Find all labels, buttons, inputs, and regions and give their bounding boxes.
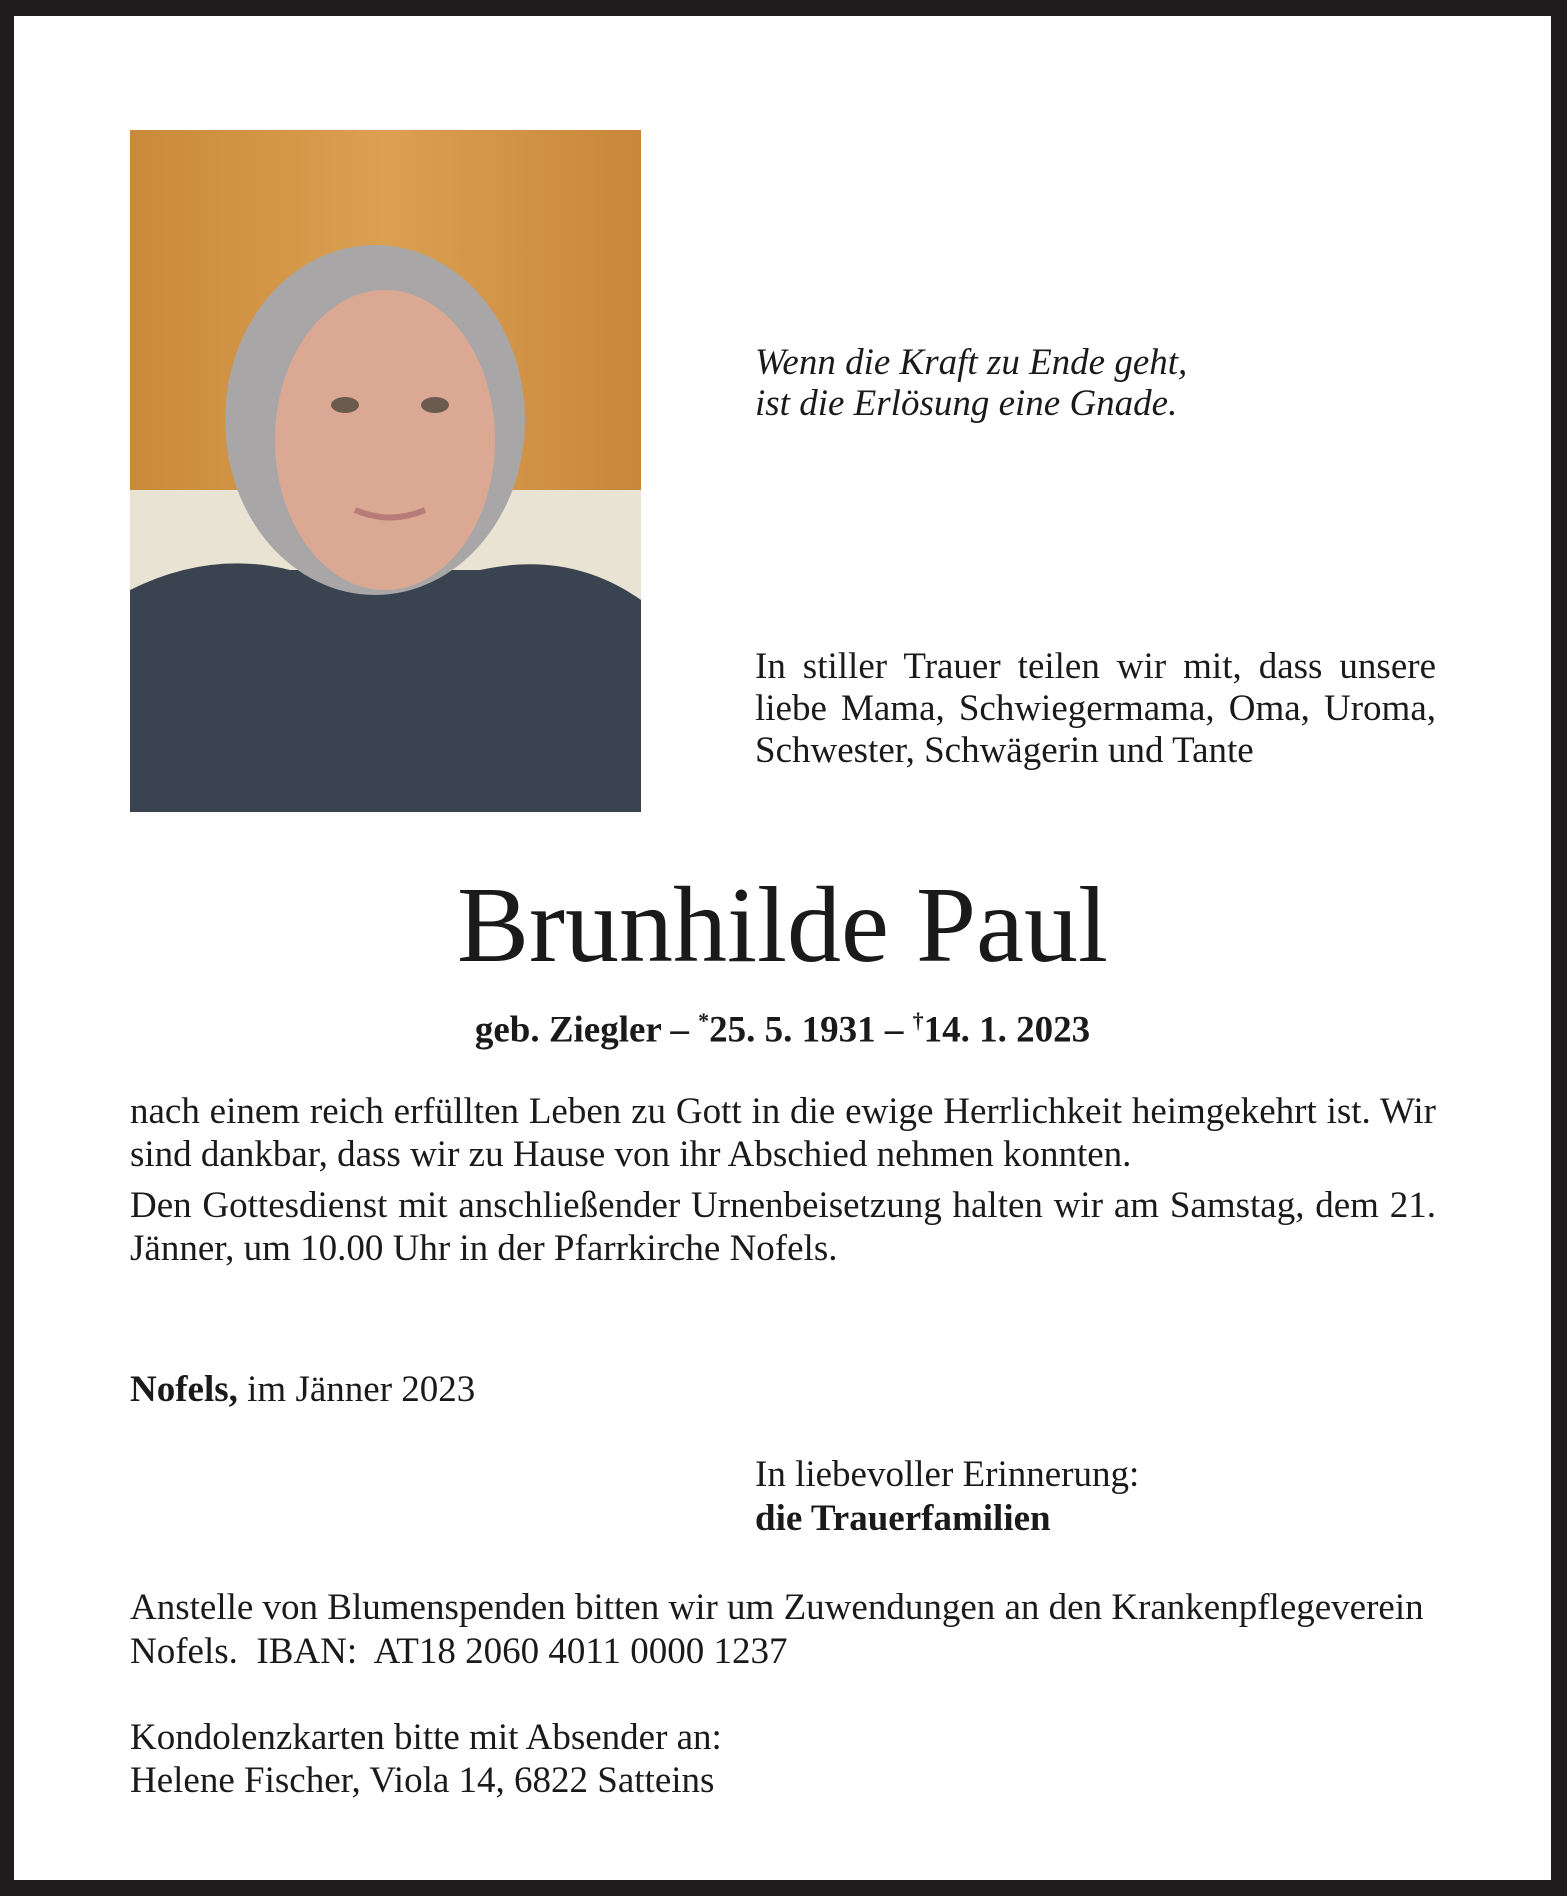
intro-text: In stiller Trauer teilen wir mit, dass unsere liebe Mama, Schwiegermama, Oma, Uroma, Schwester, Schwägerin und Tante <box>755 646 1436 771</box>
quote-line-2: ist die Erlösung eine Gnade. <box>755 383 1178 424</box>
place-town: Nofels, <box>130 1369 238 1410</box>
birth-date: 25. 5. 1931 <box>709 1009 876 1051</box>
separator: – <box>884 1009 904 1051</box>
death-date: 14. 1. 2023 <box>923 1009 1091 1051</box>
memory-line-2: die Trauerfamilien <box>755 1498 1051 1539</box>
place-date-text: im Jänner 2023 <box>247 1369 476 1410</box>
donation-text: Anstelle von Blumenspenden bitten wir um Zuwendungen an den Krankenpflegeverein Nofels. <box>130 1587 1424 1672</box>
quote <box>755 342 1187 424</box>
iban-label: IBAN: <box>256 1631 358 1672</box>
body-text <box>130 1090 1436 1278</box>
separator: – <box>670 1009 689 1051</box>
life-dates <box>14 1008 1551 1051</box>
birth-symbol: * <box>698 1008 710 1033</box>
birth-name: geb. Ziegler <box>474 1009 662 1051</box>
quote-line-1: Wenn die Kraft zu Ende geht, <box>755 342 1188 383</box>
obituary-page <box>14 16 1551 1880</box>
in-memory <box>755 1453 1139 1541</box>
portrait-photo <box>130 130 641 812</box>
condolence-address <box>130 1716 722 1802</box>
death-symbol: † <box>912 1008 924 1033</box>
iban-value: AT18 2060 4011 0000 1237 <box>373 1631 788 1672</box>
donation-note <box>130 1586 1436 1674</box>
deceased-name: Brunhilde Paul <box>457 866 1108 985</box>
place-date <box>130 1368 475 1411</box>
body-paragraph-2: Den Gottesdienst mit anschließender Urnenbeisetzung halten wir am Samstag, dem 21. Jänner, um 10.00 Uhr in der Pfarrkirche Nofels. <box>130 1185 1436 1269</box>
condolence-line-1: Kondolenzkarten bitte mit Absender an: <box>130 1717 722 1758</box>
memory-line-1: In liebevoller Erinnerung: <box>755 1454 1140 1495</box>
body-paragraph-1: nach einem reich erfüllten Leben zu Gott in die ewige Herrlichkeit heimgekehrt ist. Wir sind dankbar, dass wir zu Hause von ihr Abschied nehmen konnten. <box>130 1091 1436 1175</box>
condolence-line-2: Helene Fischer, Viola 14, 6822 Satteins <box>130 1760 715 1801</box>
